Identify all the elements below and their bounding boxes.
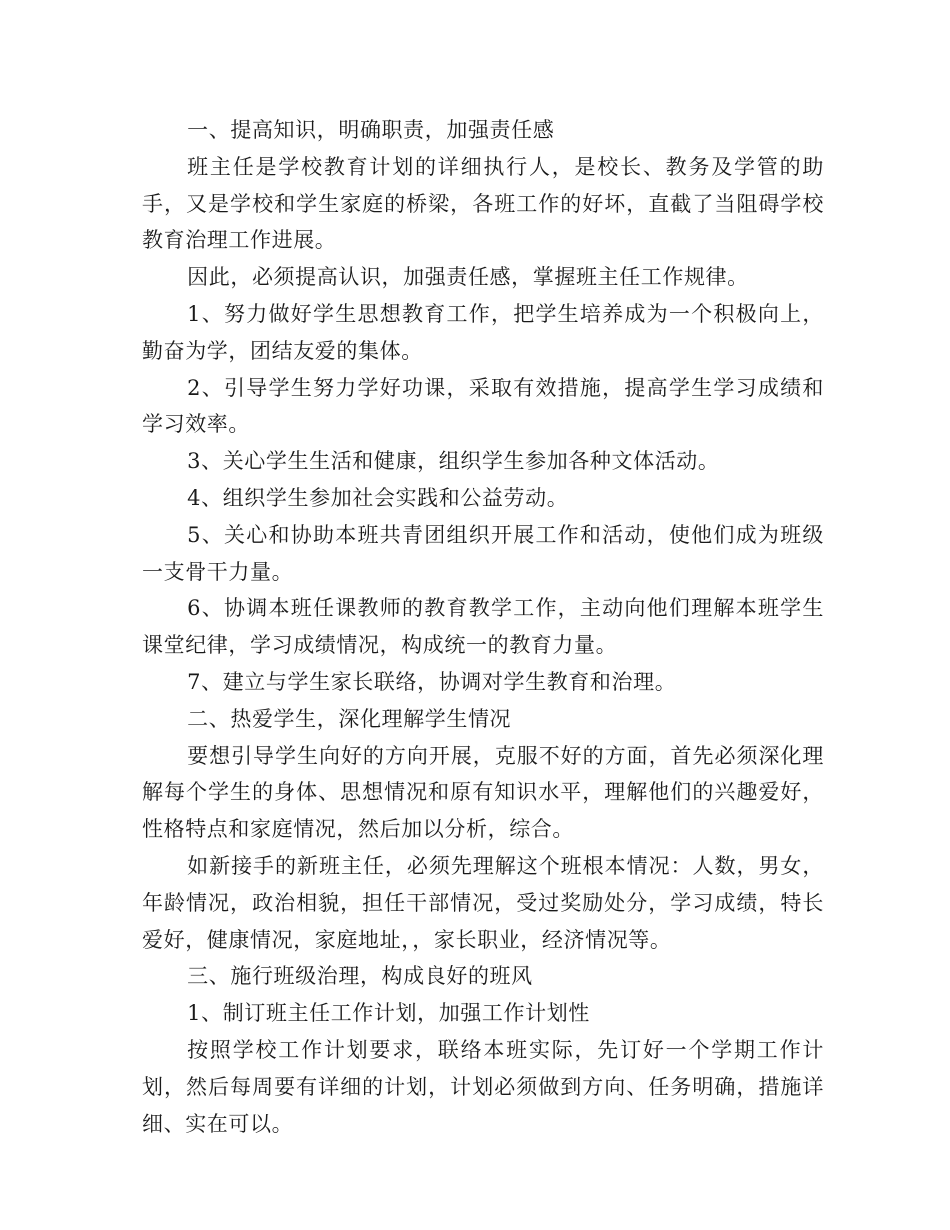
section-heading-3: 三、施行班级治理，构成良好的班风 (187, 964, 533, 989)
list-item-1: 1、努力做好学生思想教育工作，把学生培养成为一个积极向上，勤奋为学，团结友爱的集体。 (142, 301, 824, 363)
subsection-heading-1: 1、制订班主任工作计划，加强工作计划性 (187, 1001, 590, 1026)
list-item-4: 4、组织学生参加社会实践和公益劳动。 (187, 485, 569, 510)
paragraph: 如新接手的新班主任，必须先理解这个班根本情况：人数，男女，年龄情况，政治相貌，担任干部情况，受过奖励处分，学习成绩，特长爱好，健康情况，家庭地址，，家长职业，经济情况等。 (142, 853, 824, 952)
list-item-6: 6、协调本班任课教师的教育教学工作，主动向他们理解本班学生课堂纪律，学习成绩情况，构成统一的教育力量。 (142, 596, 824, 658)
list-item-3: 3、关心学生生活和健康，组织学生参加各种文体活动。 (187, 449, 720, 474)
section-heading-2: 二、热爱学生，深化理解学生情况 (187, 706, 512, 731)
list-item-7: 7、建立与学生家长联络，协调对学生教育和治理。 (187, 669, 677, 694)
list-item-5: 5、关心和协助本班共青团组织开展工作和活动，使他们成为班级一支骨干力量。 (142, 522, 824, 584)
paragraph: 因此，必须提高认识，加强责任感，掌握班主任工作规律。 (187, 265, 749, 290)
paragraph: 要想引导学生向好的方向开展，克服不好的方面，首先必须深化理解每个学生的身体、思想情况和原有知识水平，理解他们的兴趣爱好，性格特点和家庭情况，然后加以分析，综合。 (142, 743, 824, 842)
paragraph: 按照学校工作计划要求，联络本班实际，先订好一个学期工作计划，然后每周要有详细的计划，计划必须做到方向、任务明确，措施详细、实在可以。 (142, 1037, 824, 1136)
paragraph: 班主任是学校教育计划的详细执行人，是校长、教务及学管的助手，又是学校和学生家庭的桥梁，各班工作的好坏，直截了当阻碍学校教育治理工作进展。 (142, 154, 824, 253)
section-heading-1: 一、提高知识，明确职责，加强责任感 (187, 118, 555, 142)
list-item-2: 2、引导学生努力学好功课，采取有效措施，提高学生学习成绩和学习效率。 (142, 375, 824, 437)
document-body (142, 112, 824, 1142)
